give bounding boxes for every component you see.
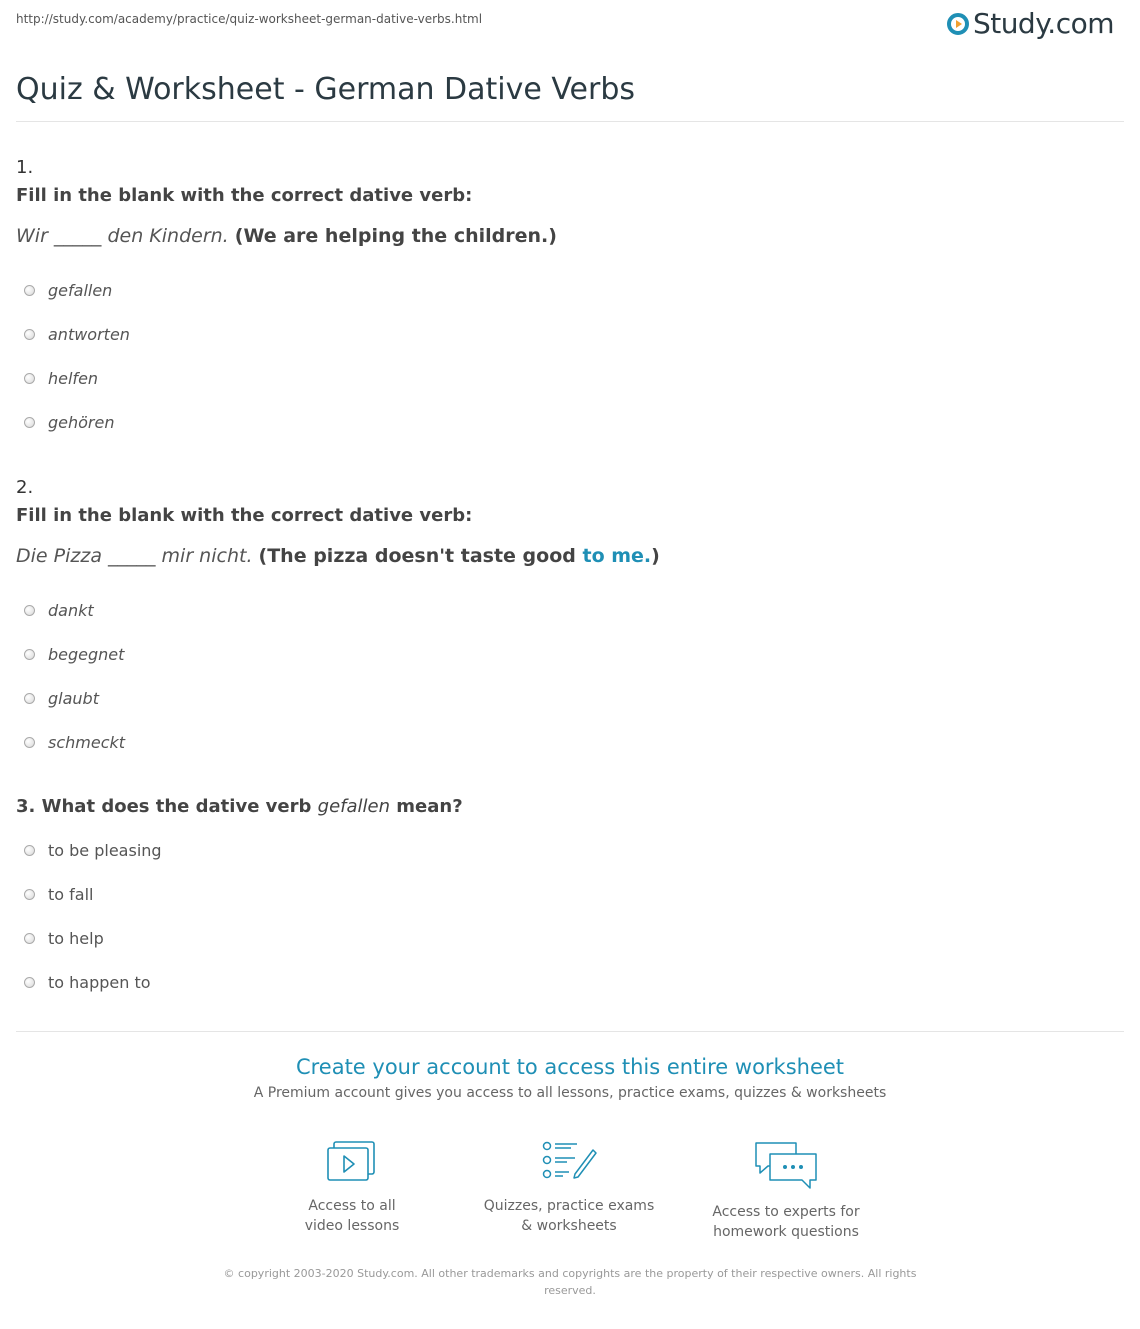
feature-label: Access to all video lessons: [304, 1198, 400, 1234]
q1-prompt: Fill in the blank with the correct dative verb:: [16, 185, 473, 206]
q2-option[interactable]: [24, 643, 124, 665]
option-label: begegnet: [48, 644, 125, 664]
radio-button[interactable]: [24, 285, 35, 296]
option-label: helfen: [48, 368, 99, 388]
page-url: http://study.com/academy/practice/quiz-worksheet-german-dative-verbs.html: [16, 12, 483, 26]
logo-text: Study.com: [972, 7, 1114, 40]
q3-prompt: [16, 795, 463, 819]
q1-number: 1.: [16, 157, 34, 178]
q3-option[interactable]: [24, 971, 151, 993]
q1-sentence: [16, 224, 557, 248]
promo-divider: [16, 1031, 1124, 1032]
q2-german: Die Pizza _____ mir nicht.: [16, 545, 253, 567]
to-me-link[interactable]: to me.: [582, 545, 652, 567]
q1-option[interactable]: [24, 279, 112, 301]
q2-number: 2.: [16, 477, 34, 498]
page-title: Quiz & Worksheet - German Dative Verbs: [16, 72, 636, 107]
radio-button[interactable]: [24, 329, 35, 340]
study-logo[interactable]: [947, 8, 1114, 40]
radio-button[interactable]: [24, 649, 35, 660]
quiz-list-icon: [541, 1140, 597, 1184]
feature-experts: [686, 1140, 886, 1242]
q3-option[interactable]: [24, 927, 104, 949]
copyright-footer: © copyright 2003-2020 Study.com. All other trademarks and copyrights are the property of their respective owners. All rights reserved.: [223, 1267, 917, 1297]
q2-english-after: ): [651, 545, 660, 567]
option-label: gefallen: [48, 280, 113, 300]
video-lessons-icon: [326, 1140, 378, 1184]
chat-bubbles-icon: [754, 1140, 818, 1190]
q3-option[interactable]: [24, 883, 93, 905]
radio-button[interactable]: [24, 889, 35, 900]
q2-prompt: Fill in the blank with the correct dative verb:: [16, 505, 473, 526]
radio-button[interactable]: [24, 417, 35, 428]
q3-suffix: mean?: [390, 796, 463, 817]
q2-english-before: (The pizza doesn't taste good: [258, 545, 583, 567]
q2-english: [259, 545, 660, 567]
feature-label: Quizzes, practice exams & worksheets: [483, 1198, 655, 1234]
q1-option[interactable]: [24, 323, 130, 345]
option-label: to happen to: [48, 972, 151, 992]
feature-video-lessons: [252, 1140, 452, 1236]
radio-button[interactable]: [24, 933, 35, 944]
q2-option[interactable]: [24, 731, 125, 753]
q1-english: (We are helping the children.): [234, 225, 557, 247]
option-label: gehören: [48, 412, 115, 432]
radio-button[interactable]: [24, 693, 35, 704]
q3-option[interactable]: [24, 839, 162, 861]
feature-label: Access to experts for homework questions: [712, 1204, 860, 1240]
create-account-link[interactable]: Create your account to access this entire worksheet: [295, 1055, 845, 1079]
q3-prefix: 3. What does the dative verb: [16, 796, 318, 817]
q1-option[interactable]: [24, 367, 98, 389]
q3-verb: gefallen: [317, 796, 390, 817]
option-label: to help: [48, 928, 104, 948]
q2-sentence: [16, 544, 660, 568]
q1-option[interactable]: [24, 411, 115, 433]
title-divider: [16, 121, 1124, 122]
radio-button[interactable]: [24, 977, 35, 988]
option-label: schmeckt: [48, 732, 126, 752]
option-label: dankt: [48, 600, 94, 620]
option-label: antworten: [48, 324, 130, 344]
promo-subtitle: A Premium account gives you access to all lessons, practice exams, quizzes & worksheets: [253, 1085, 887, 1101]
option-label: to fall: [48, 884, 94, 904]
q1-german: Wir _____ den Kindern.: [16, 225, 229, 247]
play-circle-logo-icon: [947, 13, 969, 35]
option-label: glaubt: [48, 688, 99, 708]
feature-quizzes: [469, 1140, 669, 1236]
q2-option[interactable]: [24, 687, 99, 709]
radio-button[interactable]: [24, 605, 35, 616]
radio-button[interactable]: [24, 845, 35, 856]
option-label: to be pleasing: [48, 840, 162, 860]
q2-option[interactable]: [24, 599, 94, 621]
radio-button[interactable]: [24, 737, 35, 748]
radio-button[interactable]: [24, 373, 35, 384]
